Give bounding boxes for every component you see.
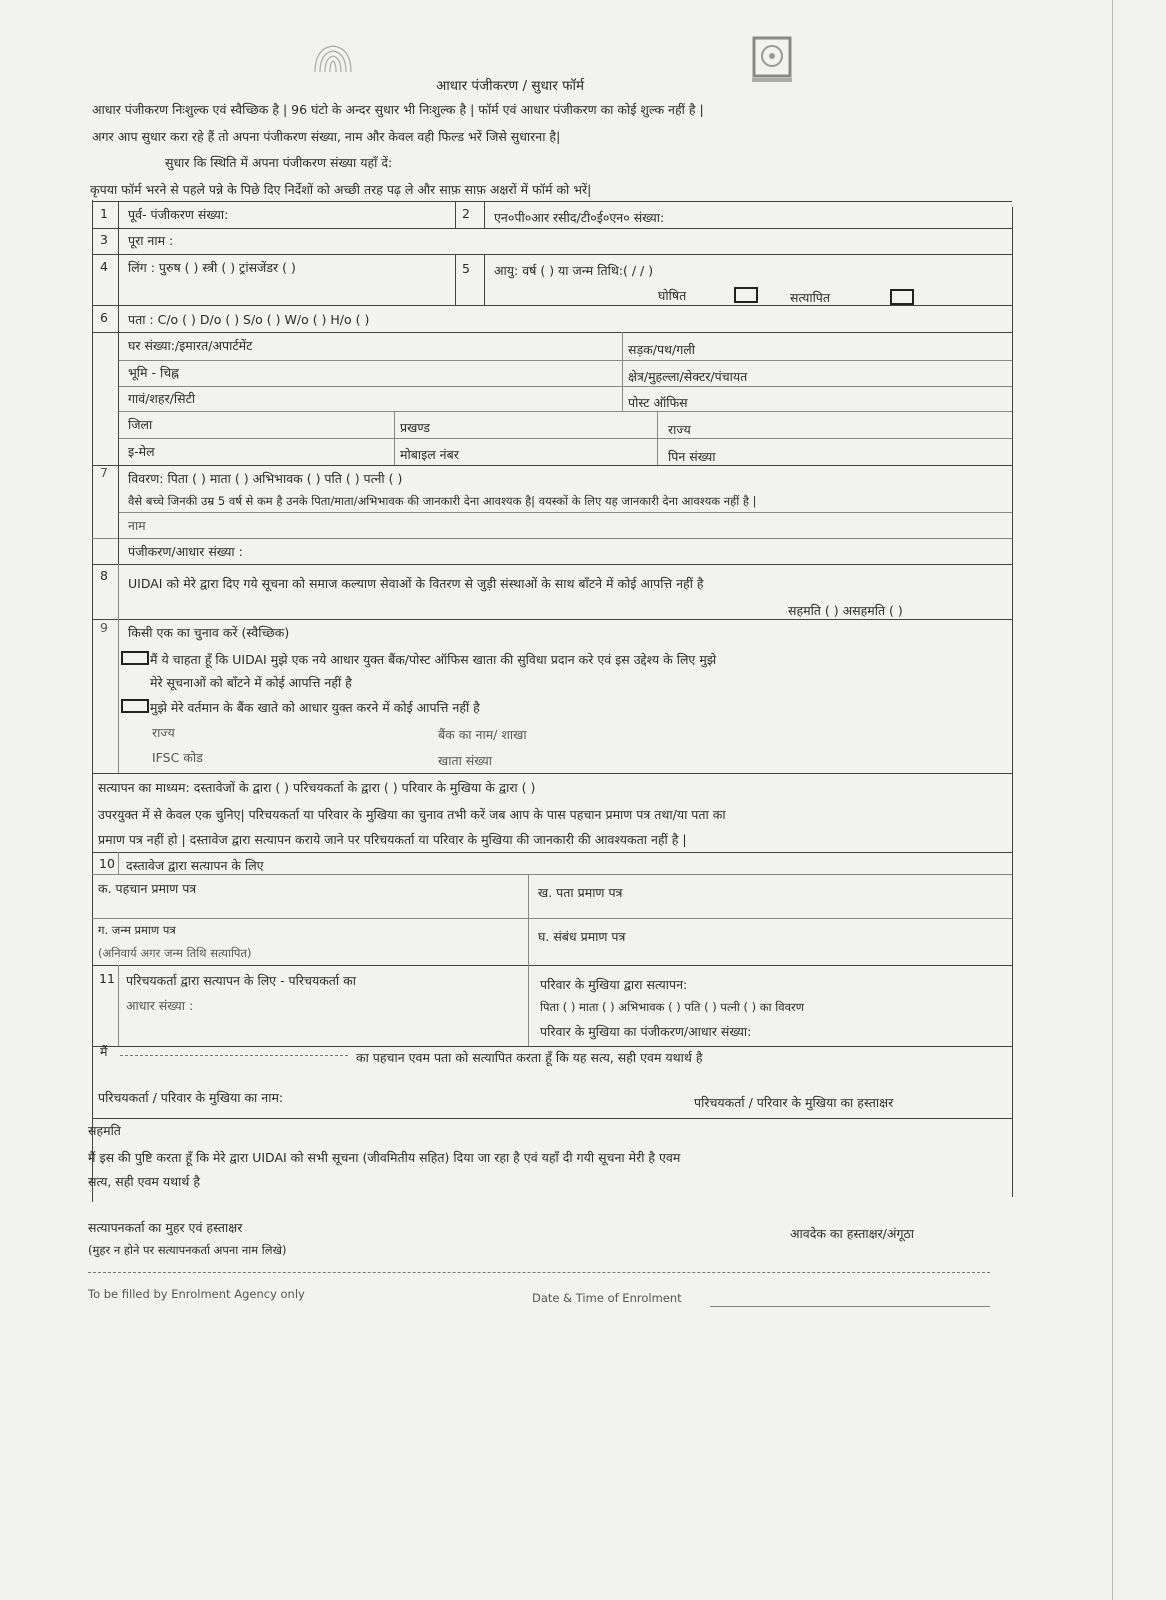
relation-note: वैसे बच्चे जिनकी उम्र 5 वर्ष से कम है उनके पिता/माता/अभिभावक की जानकारी देना आवश्यक है| वयस्कों के लिए यह जानकारी देना आवश्यक नहीं है | <box>128 494 757 508</box>
full-name-field[interactable]: पूरा नाम : <box>128 233 174 248</box>
birth-proof-note: (अनिवार्य अगर जन्म तिथि सत्यापित) <box>98 946 252 960</box>
verifier-seal-label: सत्यापनकर्ता का मुहर एवं हस्ताक्षर <box>88 1220 243 1235</box>
family-head-verification-heading: परिवार के मुखिया द्वारा सत्यापन: <box>540 977 688 992</box>
page-edge-line <box>1112 0 1113 1600</box>
area-field[interactable]: क्षेत्र/मुहल्ला/सेक्टर/पंचायत <box>628 369 748 384</box>
new-bank-option-line1: मैं ये चाहता हूँ कि UIDAI मुझे एक नये आधार युक्त बैंक/पोस्ट ऑफिस खाता की सुविधा प्रदान करे एवं इस उद्देश्य के लिए मुझे <box>150 652 717 667</box>
row-number-11: 11 <box>99 971 115 986</box>
intro-line-4: कृपया फॉर्म भरने से पहले पन्ने के पिछे दिए निर्देशों को अच्छी तरह पढ़ ले और साफ़ साफ़ अक्षरों में फॉर्म को भरें| <box>90 182 592 197</box>
bank-option-heading: किसी एक का चुनाव करें (स्वैच्छिक) <box>128 625 290 640</box>
age-dob-field[interactable]: आयु: वर्ष ( ) या जन्म तिथि:( / / ) <box>494 263 654 278</box>
family-head-aadhaar-field[interactable]: परिवार के मुखिया का पंजीकरण/आधार संख्या: <box>540 1024 752 1039</box>
verification-instruction-1: उपरयुक्त में से केवल एक चुनिए| परिचयकर्ता या परिवार के मुखिया का चुनाव तभी करें जब आप के पास पहचान प्रमाण पत्र तथा/या पता का <box>98 807 726 822</box>
row-number-3: 3 <box>100 232 108 247</box>
gender-field[interactable]: लिंग : पुरुष ( ) स्त्री ( ) ट्रांसजेंडर ( ) <box>128 260 296 275</box>
aadhaar-fingerprint-icon <box>305 38 361 78</box>
existing-bank-account-checkbox[interactable] <box>121 699 149 713</box>
new-bank-account-checkbox[interactable] <box>121 651 149 665</box>
consent-heading: सहमति <box>88 1123 121 1138</box>
verification-instruction-2: प्रमाण पत्र नहीं हो | दस्तावेज द्वारा सत्यापन कराये जाने पर परिचयकर्ता या परिवार के मुखिया की जानकारी की आवश्यकता नहीं है | <box>98 832 687 847</box>
declaration-text: का पहचान एवम पता को सत्यापित करता हूँ कि यह सत्य, सही एवम यथार्थ है <box>356 1050 703 1065</box>
relationship-proof-field[interactable]: घ. संबंध प्रमाण पत्र <box>538 929 626 944</box>
address-proof-field[interactable]: ख. पता प्रमाण पत्र <box>538 885 623 900</box>
introducer-verification-field[interactable]: परिचयकर्ता द्वारा सत्यापन के लिए - परिचयकर्ता का <box>126 973 356 988</box>
row-number-9: 9 <box>100 620 108 635</box>
verifier-seal-note: (मुहर न होने पर सत्यापनकर्ता अपना नाम लिखे) <box>88 1243 287 1257</box>
intro-line-1: आधार पंजीकरण निःशुल्क एवं स्वैच्छिक है | 96 घंटो के अन्दर सुधार भी निःशुल्क है | फॉर्म एवं आधार पंजीकरण का कोई शुल्क नहीं है | <box>92 102 704 117</box>
document-verification-heading: दस्तावेज द्वारा सत्यापन के लिए <box>126 858 264 873</box>
applicant-signature-label[interactable]: आवदेक का हस्ताक्षर/अंगूठा <box>790 1226 914 1241</box>
bank-name-branch-field[interactable]: बैंक का नाम/ शाखा <box>438 727 527 742</box>
npr-receipt-field[interactable]: एन०पी०आर रसीद/टी०ई०एन० संख्या: <box>494 210 665 225</box>
declaration-prefix: मैं <box>100 1044 108 1059</box>
email-field[interactable]: इ-मेल <box>128 444 155 459</box>
new-bank-option-line2: मेरे सूचनाओं को बाँटने में कोई आपत्ति नहीं है <box>150 675 352 690</box>
state-field[interactable]: राज्य <box>668 422 691 437</box>
house-number-field[interactable]: घर संख्या:/इमारत/अपार्टमेंट <box>128 338 253 353</box>
pre-registration-number-field[interactable]: पूर्व- पंजीकरण संख्या: <box>128 207 229 222</box>
agency-only-label: To be filled by Enrolment Agency only <box>88 1287 305 1301</box>
landmark-field[interactable]: भूमि - चिह्न <box>128 365 179 380</box>
row-number-7: 7 <box>100 465 108 480</box>
row-number-8: 8 <box>100 568 108 583</box>
consent-text-1: मैं इस की पुष्टि करता हूँ कि मेरे द्वारा UIDAI को सभी सूचना (जीवमितीय सहित) दिया जा रहा है एवं यहाँ दी गयी सूचना मेरी है एवम <box>88 1150 681 1165</box>
declared-checkbox[interactable] <box>734 287 758 303</box>
family-head-relation-field[interactable]: पिता ( ) माता ( ) अभिभावक ( ) पति ( ) पत्नी ( ) का विवरण <box>540 1000 805 1014</box>
row-number-1: 1 <box>100 206 108 221</box>
introducer-signature-field[interactable]: परिचयकर्ता / परिवार के मुखिया का हस्ताक्षर <box>694 1095 894 1110</box>
enrolment-datetime-label: Date & Time of Enrolment <box>532 1291 682 1305</box>
relation-name-field[interactable]: नाम <box>128 518 146 533</box>
existing-bank-option: मुझे मेरे वर्तमान के बैंक खाते को आधार युक्त करने में कोई आपत्ति नहीं है <box>150 700 480 715</box>
account-number-field[interactable]: खाता संख्या <box>438 753 493 768</box>
relation-aadhaar-field[interactable]: पंजीकरण/आधार संख्या : <box>128 544 243 559</box>
ifsc-field[interactable]: IFSC कोड <box>152 750 203 765</box>
declared-label: घोषित <box>658 288 687 303</box>
emblem-icon <box>748 34 796 86</box>
introducer-name-field[interactable]: परिचयकर्ता / परिवार के मुखिया का नाम: <box>98 1090 284 1105</box>
row-number-4: 4 <box>100 259 108 274</box>
row-number-5: 5 <box>462 261 470 276</box>
introducer-aadhaar-field[interactable]: आधार संख्या : <box>126 998 194 1013</box>
row-number-2: 2 <box>462 206 470 221</box>
consent-text-2: सत्य, सही एवम यथार्थ है <box>88 1174 200 1189</box>
street-field[interactable]: सड़क/पथ/गली <box>628 342 695 357</box>
consent-choice[interactable]: सहमति ( ) असहमति ( ) <box>788 603 903 618</box>
district-field[interactable]: जिला <box>128 417 153 432</box>
pin-field[interactable]: पिन संख्या <box>668 449 716 464</box>
verification-mode[interactable]: सत्यापन का माध्यम: दस्तावेजों के द्वारा ( ) परिचयकर्ता के द्वारा ( ) परिवार के मुखिया के द्वारा ( ) <box>98 780 536 795</box>
village-city-field[interactable]: गावं/शहर/सिटी <box>128 391 196 406</box>
row-number-6: 6 <box>100 310 108 325</box>
birth-proof-field[interactable]: ग. जन्म प्रमाण पत्र <box>98 923 176 937</box>
row-number-10: 10 <box>99 856 115 871</box>
relation-details-field[interactable]: विवरण: पिता ( ) माता ( ) अभिभावक ( ) पति ( ) पत्नी ( ) <box>128 471 403 486</box>
block-field[interactable]: प्रखण्ड <box>400 420 430 435</box>
verified-checkbox[interactable] <box>890 289 914 305</box>
identity-proof-field[interactable]: क. पहचान प्रमाण पत्र <box>98 881 197 896</box>
mobile-field[interactable]: मोबाइल नंबर <box>400 447 459 462</box>
post-office-field[interactable]: पोस्ट ऑफिस <box>628 395 688 410</box>
intro-line-3: सुधार कि स्थिति में अपना पंजीकरण संख्या यहाँ दें: <box>165 155 393 170</box>
verified-label: सत्यापित <box>790 290 831 305</box>
form-title: आधार पंजीकरण / सुधार फॉर्म <box>436 78 585 94</box>
intro-line-2: अगर आप सुधार करा रहे हैं तो अपना पंजीकरण संख्या, नाम और केवल वही फिल्ड भरें जिसे सुधारना है| <box>92 129 561 144</box>
bank-state-field[interactable]: राज्य <box>152 725 175 740</box>
address-relation-field[interactable]: पता : C/o ( ) D/o ( ) S/o ( ) W/o ( ) H/o ( ) <box>128 312 370 327</box>
data-sharing-statement: UIDAI को मेरे द्वारा दिए गये सूचना को समाज कल्याण सेवाओं के वितरण से जुड़ी संस्थाओं के साथ बाँटने में कोई आपत्ति नहीं है <box>128 576 704 591</box>
